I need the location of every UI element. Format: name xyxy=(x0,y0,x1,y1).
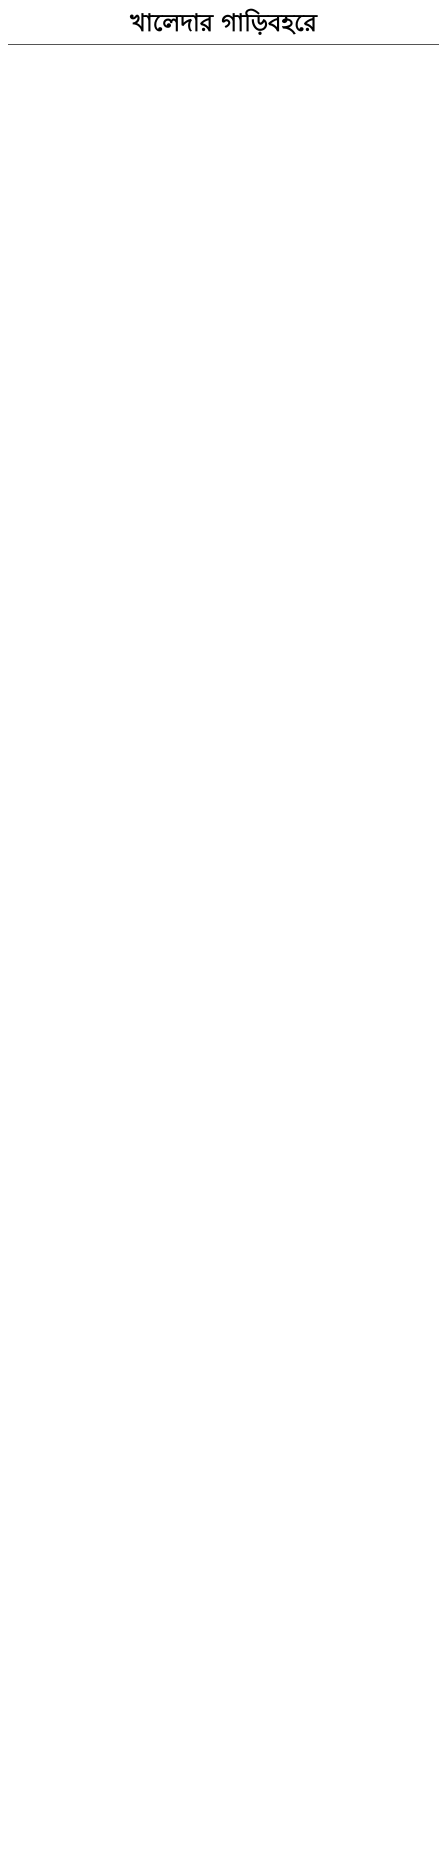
article-paragraph xyxy=(8,351,439,367)
article-paragraph xyxy=(8,331,439,347)
article-paragraph xyxy=(8,431,439,447)
article-paragraph xyxy=(8,171,439,187)
article-body xyxy=(8,51,439,447)
article-paragraph xyxy=(8,311,439,327)
article-paragraph xyxy=(8,91,439,107)
article-paragraph xyxy=(8,251,439,267)
article-paragraph xyxy=(8,151,439,167)
article-paragraph xyxy=(8,211,439,227)
headline: খালেদার গাড়িবহরে xyxy=(130,8,317,37)
headline-block xyxy=(8,6,439,45)
article-paragraph xyxy=(8,51,439,67)
article-paragraph xyxy=(8,271,439,287)
article-paragraph xyxy=(8,111,439,127)
article-paragraph xyxy=(8,371,439,387)
article-paragraph xyxy=(8,191,439,207)
article-paragraph xyxy=(8,131,439,147)
article-paragraph xyxy=(8,231,439,247)
article-paragraph xyxy=(8,291,439,307)
article-paragraph xyxy=(8,71,439,87)
article-paragraph xyxy=(8,391,439,407)
article-paragraph xyxy=(8,411,439,427)
